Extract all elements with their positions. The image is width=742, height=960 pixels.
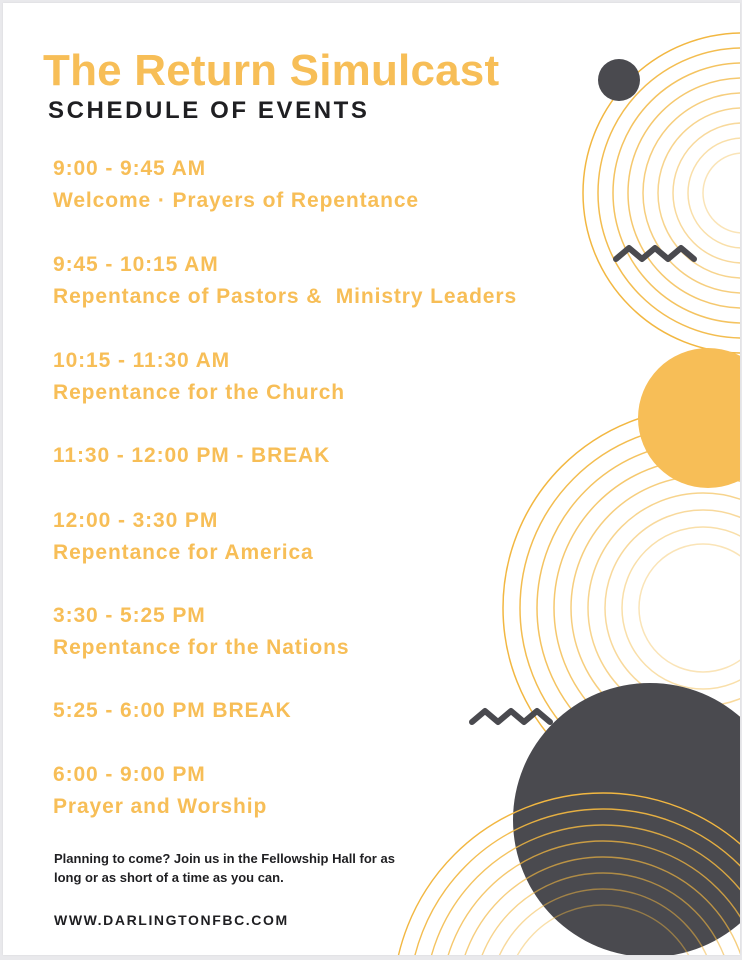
website-url: WWW.DARLINGTONFBC.COM [54, 912, 289, 928]
schedule-item [53, 153, 419, 217]
flyer-page [3, 3, 740, 955]
schedule-item [53, 600, 349, 664]
invitation-note: Planning to come? Join us in the Fellowship Hall for as long or as short of a time as you can. [54, 851, 395, 885]
event-name: Prayer and Worship [53, 795, 268, 818]
event-time: 6:00 - 9:00 PM [53, 763, 206, 786]
event-time: 3:30 - 5:25 PM [53, 604, 206, 627]
event-name: Repentance of Pastors & Ministry Leaders [53, 285, 518, 308]
event-name: Repentance for America [53, 541, 314, 564]
dark-dot [598, 59, 640, 101]
schedule-heading: SCHEDULE OF EVENTS [48, 97, 370, 124]
event-name: Repentance for the Nations [53, 636, 350, 659]
event-time: 10:15 - 11:30 AM [53, 349, 231, 372]
dark-circle [513, 683, 740, 955]
event-name: Repentance for the Church [53, 381, 346, 404]
event-name: Welcome · Prayers of Repentance [53, 189, 419, 212]
event-time: 12:00 - 3:30 PM [53, 509, 219, 532]
event-time: 9:00 - 9:45 AM [53, 157, 207, 180]
page-title: The Return Simulcast [43, 46, 500, 95]
schedule-item [53, 759, 267, 823]
event-time: 11:30 - 12:00 PM - BREAK [53, 444, 331, 467]
event-time: 5:25 - 6:00 PM BREAK [53, 699, 292, 722]
event-time: 9:45 - 10:15 AM [53, 253, 219, 276]
schedule-item [53, 345, 345, 409]
schedule-item [53, 695, 292, 727]
schedule-item [53, 440, 330, 472]
schedule-item [53, 249, 517, 313]
schedule-item [53, 505, 314, 569]
